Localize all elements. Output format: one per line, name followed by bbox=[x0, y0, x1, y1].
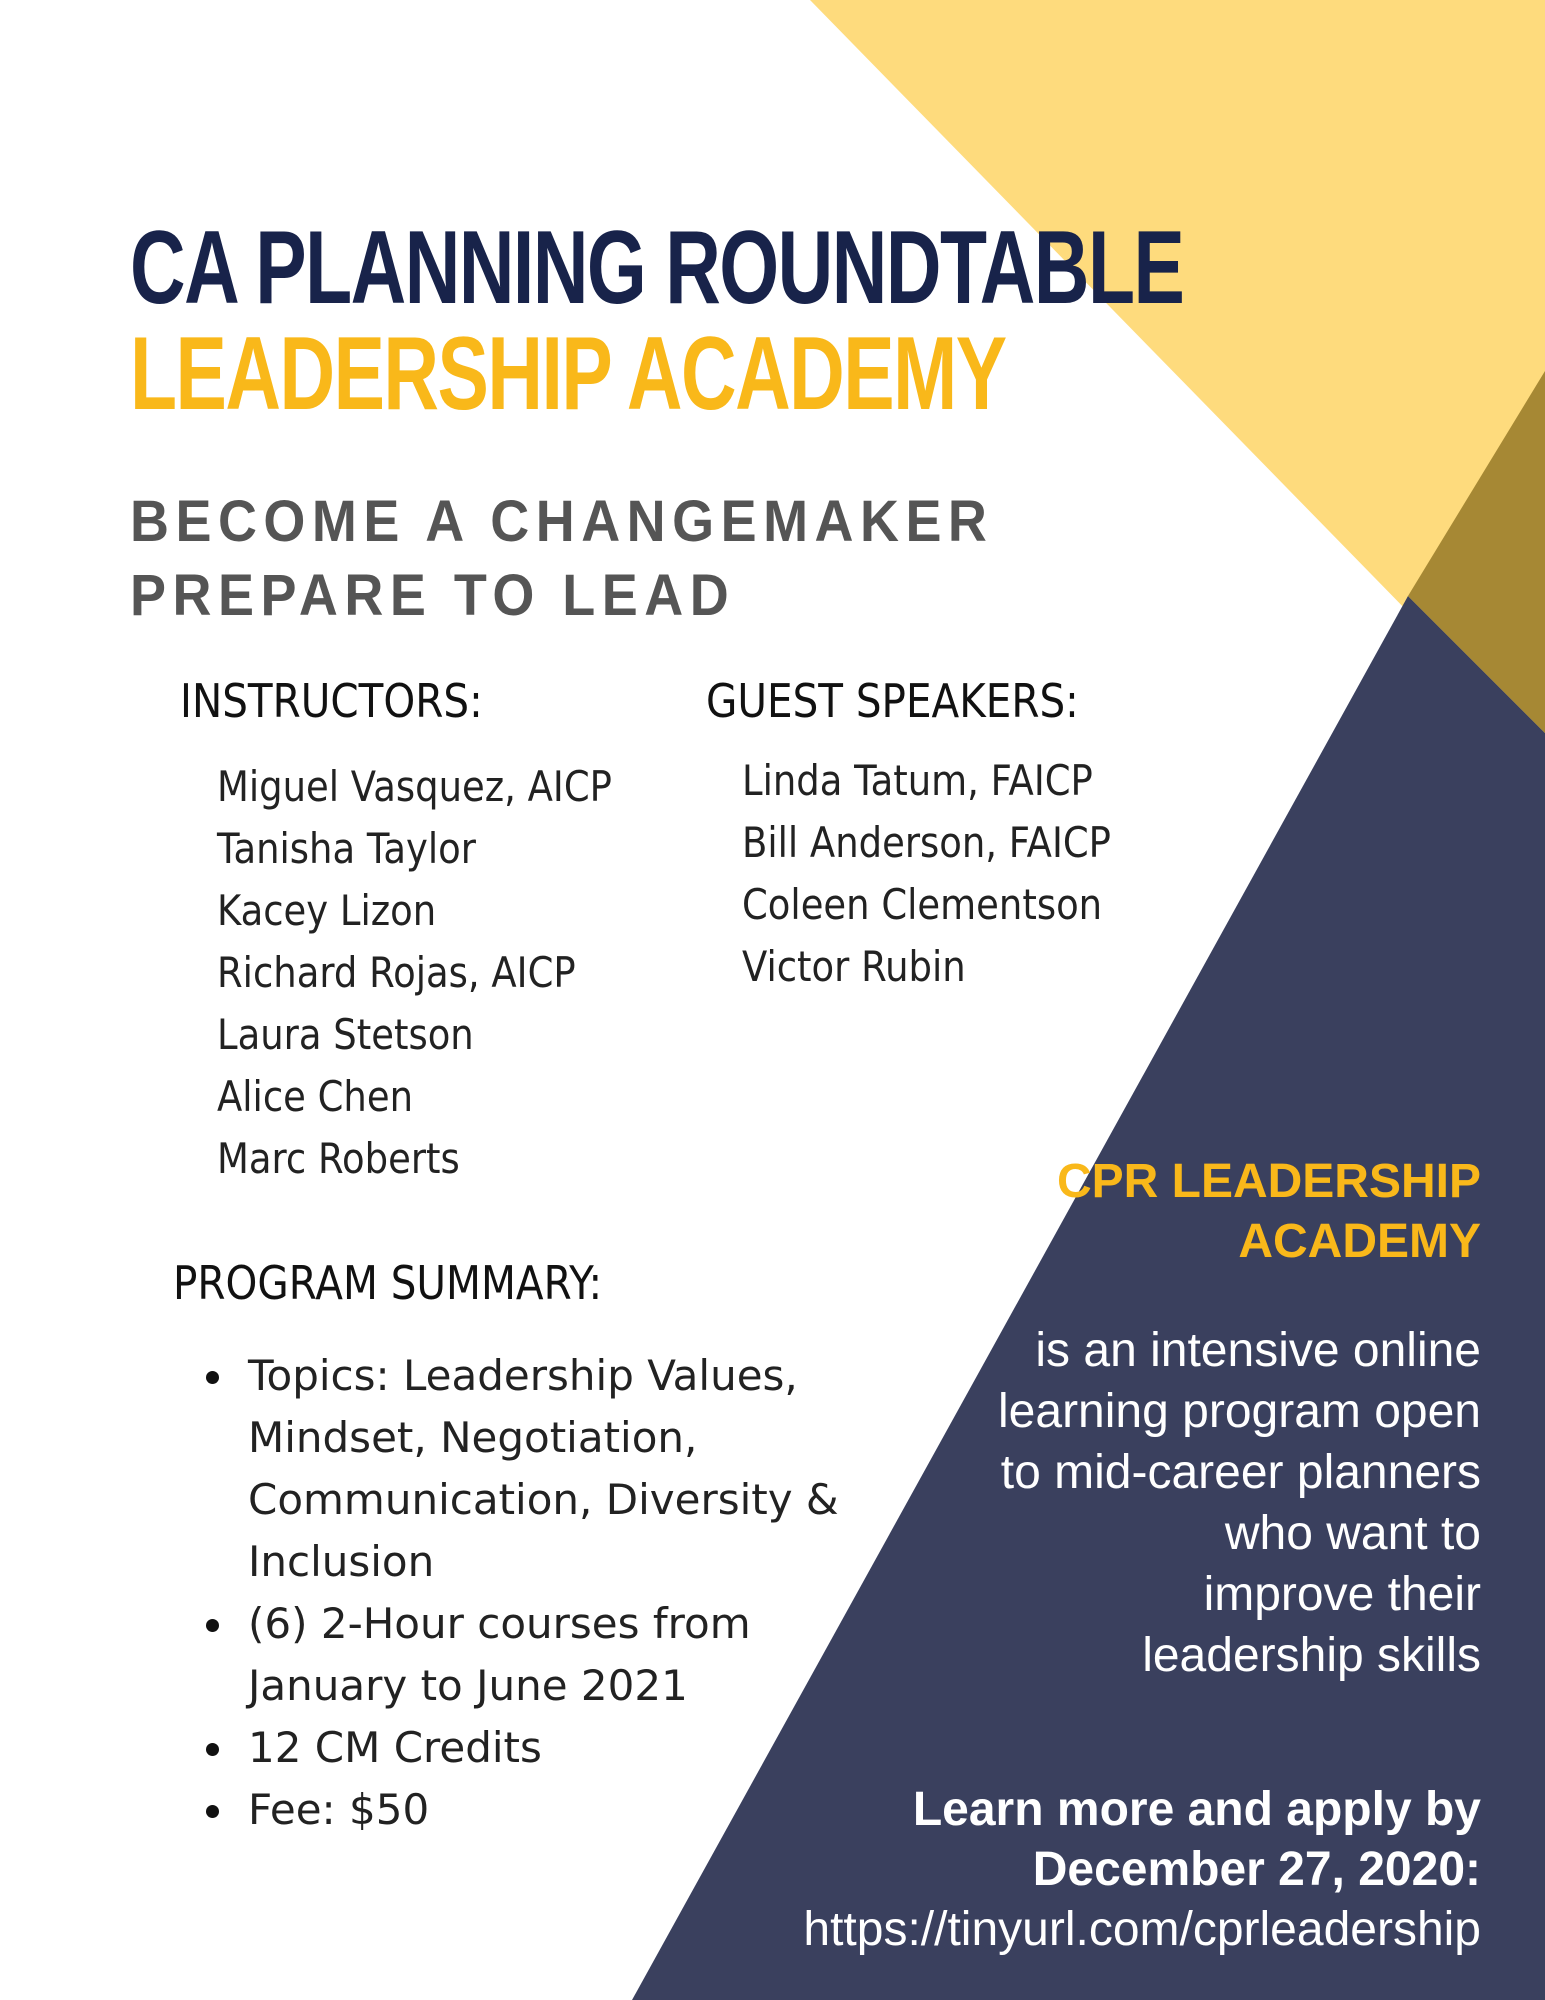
instructor-name: Tanisha Taylor bbox=[217, 824, 476, 873]
tagline-line-1: BECOME A CHANGEMAKER bbox=[130, 489, 994, 554]
cpr-description bbox=[998, 1320, 1481, 1686]
program-summary-heading: PROGRAM SUMMARY: bbox=[173, 1256, 603, 1310]
guest-speakers-heading: GUEST SPEAKERS: bbox=[706, 674, 1079, 728]
title-line-2: LEADERSHIP ACADEMY bbox=[130, 316, 1006, 432]
description-line: improve their bbox=[1203, 1568, 1481, 1621]
instructor-name: Miguel Vasquez, AICP bbox=[217, 762, 612, 811]
instructors-heading: INSTRUCTORS: bbox=[180, 674, 483, 728]
program-summary-list bbox=[200, 1345, 840, 1841]
instructor-name: Marc Roberts bbox=[217, 1134, 460, 1183]
instructor-name: Alice Chen bbox=[217, 1072, 414, 1121]
cpr-heading-line-2: ACADEMY bbox=[1238, 1215, 1481, 1268]
description-line: who want to bbox=[1224, 1507, 1481, 1560]
cpr-academy-heading bbox=[1057, 1152, 1481, 1272]
apply-line-2: December 27, 2020: bbox=[1032, 1843, 1481, 1896]
guest-speaker-name: Linda Tatum, FAICP bbox=[742, 756, 1093, 805]
description-line: leadership skills bbox=[1142, 1629, 1481, 1682]
tagline-line-2: PREPARE TO LEAD bbox=[130, 563, 736, 628]
guest-speakers-list bbox=[742, 750, 1161, 998]
instructor-name: Richard Rojas, AICP bbox=[217, 948, 576, 997]
description-line: to mid-career planners bbox=[1000, 1446, 1481, 1499]
apply-line-1: Learn more and apply by bbox=[912, 1783, 1481, 1836]
summary-item: (6) 2-Hour courses from January to June 2021 bbox=[200, 1593, 840, 1717]
description-line: learning program open bbox=[998, 1385, 1481, 1438]
summary-item: Topics: Leadership Values, Mindset, Negotiation, Communication, Diversity & Inclusion bbox=[200, 1345, 840, 1593]
guest-speaker-name: Bill Anderson, FAICP bbox=[742, 818, 1111, 867]
title-line-1: CA PLANNING ROUNDTABLE bbox=[130, 210, 1184, 326]
application-url-link[interactable]: https://tinyurl.com/cprleadership bbox=[803, 1903, 1481, 1956]
summary-item: Fee: $50 bbox=[200, 1779, 840, 1841]
instructor-name: Kacey Lizon bbox=[217, 886, 437, 935]
instructors-list bbox=[217, 756, 666, 1190]
guest-speaker-name: Victor Rubin bbox=[742, 942, 966, 991]
apply-call-to-action bbox=[913, 1780, 1481, 1900]
cpr-heading-line-1: CPR LEADERSHIP bbox=[1056, 1155, 1481, 1208]
guest-speaker-name: Coleen Clementson bbox=[742, 880, 1103, 929]
description-line: is an intensive online bbox=[1035, 1324, 1481, 1377]
summary-item: 12 CM Credits bbox=[200, 1717, 840, 1779]
instructor-name: Laura Stetson bbox=[217, 1010, 474, 1059]
